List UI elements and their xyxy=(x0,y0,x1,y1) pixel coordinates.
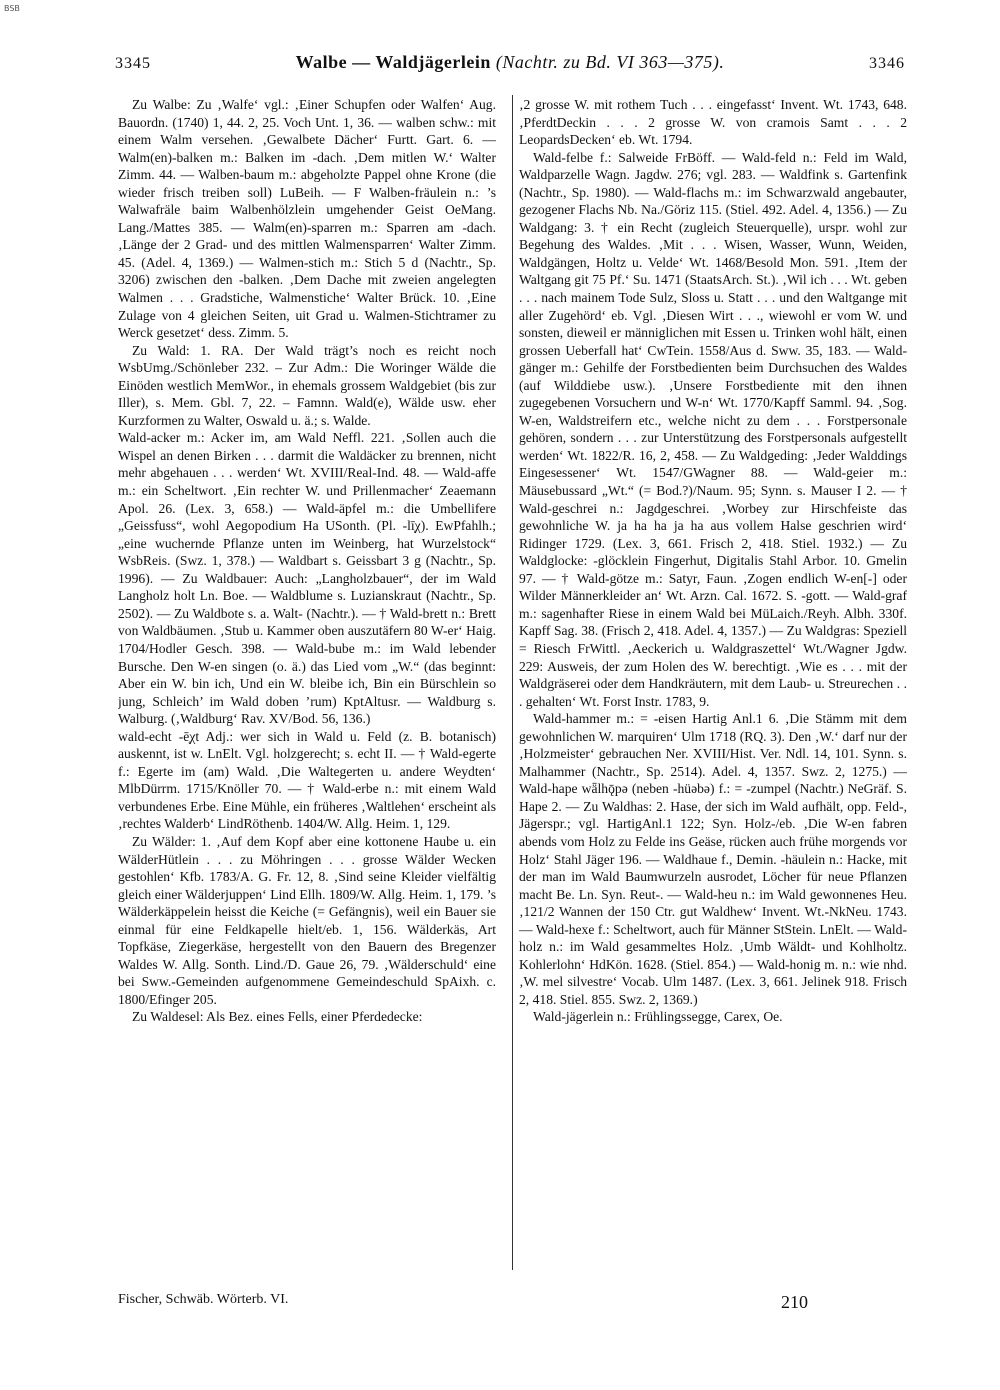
entry-paragraph: Zu Walbe: Zu ‚Walfe‘ vgl.: ‚Einer Schupfen oder Walfen‘ Aug. Bauordn. (1740) 1, 44. 2, 25. Voch Unt. 1, 36. — walben schw.: mit einem Walm versehen. ‚Gewalbete Dächer‘ Furtt. Gart. 6. — Walm(en)-balken m.: Balken im -dach. ‚Dem mitlen W.‘ Walter Zimm. 44. — Walben-baum m.: abgeholzte Pappel ohne Krone (die wieder frisch treiben soll) LuBeih. — F Walben-fräulein n.: ’s Walwafräle baim Walbenhölzlein umgehender Geist OeMang. Lang./Mattes 385. — Walm(en)-sparren m.: Sparren am -dach. ‚Länge der 2 Grad- und des mittlen Walmensparren‘ Walter Zimm. 45. (Adel. 4, 1369.) — Walmen-stich m.: Stich 5 d (Nachtr., Sp. 3206) zwischen den -balken. ‚Dem Dache mit zweien angelegten Walmen . . . Gradstiche, Walmenstiche‘ Walter Brück. 10. ‚Eine Zulage von 4 gleichen Seiten, uit Grad u. Walmen-Stichtramer zu Werck gesetzet‘ dess. Zimm. 5. xyxy=(118,97,496,341)
left-column xyxy=(118,96,496,1271)
entry-paragraph: Zu Waldesel: Als Bez. eines Fells, einer Pferdedecke: xyxy=(132,1009,423,1025)
page-footer xyxy=(118,1292,808,1313)
page-title xyxy=(296,52,725,73)
entry-paragraph: Zu Wälder: 1. ‚Auf dem Kopf aber eine kottonene Haube u. ein WälderHütlein . . . zu Möhringen . . . grosse Wälder Wecken gestohlen‘ Kfb. 1783/A. G. Fr. 12, 8. ‚Sind seine Kleider vielfältig gleich einer Wälderjuppen‘ Lind Ellh. 1809/W. Allg. Heim. 1, 179. ’s Wälderkäppelein heisst die Keiche (= Gefängnis), weil ein Bauer sie einmal für eine Feldkapelle hielt/eb. 1, 156. Wälderkäs, Art Topfkäse, Ziegerkäse, hergestellt von den Bauern des Bregenzer Waldes W. Allg. Sonth. Lind./D. Gaue 26, 79. ‚Wälderschuld‘ eine bei Sww.-Gemeinden aufgenommene Gemeindeschuld SpAixh. c. 1800/Efinger 205. xyxy=(118,833,496,1007)
library-stamp: BSB xyxy=(4,4,20,13)
right-column xyxy=(519,96,907,1271)
entry-paragraph: Wald-felbe f.: Salweide FrBöff. — Wald-feld n.: Feld im Wald, Waldparzelle Wagn. Jagdw. 276; vgl. 283. — Waldfink s. Gartenfink (Nachtr., Sp. 1980). — Wald-flachs m.: im Schwarzwald angebauter, gezogener Flachs Nb. Na./Göriz 115. (Stiel. 492. Adel. 4, 1356.) — Zu Waldgang: 3. † ein Recht (zugleich Steuerquelle), urspr. wohl zur Begehung des Waldes. ‚Mit . . . Wisen, Wasser, Wunn, Weiden, Waldgängen, Holtz u. Velde‘ Wt. 1468/Besold Mon. 591. ‚Item der Waltgang git 75 Pf.‘ Su. 1471 (StaatsArch. St.). ‚Wil ich . . . Wt. geben . . . nach mainem Tode Sulz, Sloss u. Statt . . . und den Waltgange mit aller Zugehörd‘ eb. Vgl. ‚Diesen Wirt . . ., wiewohl er vom W. und sonsten, dieweil er männiglichen mit Essen u. Trinken wohl hält, einen grossen Ueberfall hat‘ CwTein. 1558/Aus d. Sww. 35, 183. — Wald-gänger m.: Gehilfe der Forstbedienten beim Durchsuchen des Waldes (auf Wilddiebe usw.). ‚Unsere Forstbediente mit den ihnen zugegebenen Vorsuchern und W-n‘ Wt. 1770/Kapff Samml. 94. ‚Sog. W-en, Waldstreifern etc., welche nicht zu dem . . . Forstpersonale gehören, sondern . . . zur Unterstützung des Forstpersonals aufgestellt werden‘ Wt. 1822/R. 16, 2, 458. — Zu Waldgeding: ‚Jeder Walddings Eingesessener‘ Wt. 1547/GWagner 88. — Wald-geier m.: Mäusebussard „Wt.“ (= Bod.?)/Naum. 95; Synn. s. Mauser I 2. — † Wald-geschrei n.: Jagdgeschrei. ‚Worbey zur Hirschfeiste das gewohnliche W. ja ha ha ja ha aus vollem Halse geschrien wird‘ Ridinger 1729. (Lex. 3, 661. Frisch 2, 418. Stiel. 1932.) — Zu Waldglocke: -glöcklein Fingerhut, Digitalis Stahl Arbor. 10. Gmelin 97. — † Wald-götze m.: Satyr, Faun. ‚Zogen endlich W-en[-] oder Wilder Männerkleider an‘ Wt. Arzn. Cal. 1672. S. -gott. — Wald-graf m.: sagenhafter Riese in einem Wald bei MüLaich./Reyh. Albh. 330f. Kapff Sag. 38. (Frisch 2, 418. Adel. 4, 1357.) — Zu Waldgras: Speziell = Riesch FrWittl. ‚Aeckerich u. Waldgraszettel‘ Wt./Wagner Jgdw. 229: Ausweis, der zum Holen des W. berechtigt. ‚Wie es . . . mit der Waldgräserei oder dem Handkräutern, mit dem Laub- u. Streurechen . . . gehalten‘ Wt. Forst Instr. 1783, 9. xyxy=(519,149,907,709)
footer-sheet-number: 210 xyxy=(781,1292,808,1312)
entry-paragraph: Wald-jägerlein n.: Frühlingssegge, Carex, Oe. xyxy=(533,1009,783,1025)
footer-source: Fischer, Schwäb. Wörterb. VI. xyxy=(118,1292,289,1307)
title-main: Walbe — Waldjägerlein xyxy=(295,52,491,72)
page-number-right: 3346 xyxy=(869,55,905,72)
entry-paragraph: ‚2 grosse W. mit rothem Tuch . . . eingefasst‘ Invent. Wt. 1743, 648. ‚PferdtDeckin . . . 2 grosse W. von cramois Samt . . . 2 LeopardsDecken‘ eb. Wt. 1794. xyxy=(519,97,907,148)
entry-paragraph: Wald-hammer m.: = -eisen Hartig Anl.1 6. ‚Die Stämm mit dem gewohnlichen W. marquiren‘ Ulm 1718 (RQ. 3). Den ‚W.‘ darf nur der ‚Holzmeister‘ gebrauchen Ner. XVIII/Hist. Ver. Ndl. 14, 101. Synn. s. Malhammer (Nachtr., Sp. 2514). Adel. 4, 1357. Swz. 2, 1275.) — Wald-hape wǟlhǭpə (neben -hüəbə) f.: = -zumpel (Nachtr.) NeGräf. S. Hape 2. — Zu Waldhas: 2. Hase, der sich im Wald aufhält, opp. Feld-, Jägerspr.; vgl. HartigAnl.1 122; Syn. Holz-/eb. ‚Die W-en fabren abends vom Holz zu Felde ins Geäse, rücken auch frühe morgends vor Holz‘ Stahl Jäger 196. — Waldhaue f., Demin. -häulein n.: Hacke, mit der man im Wald Baumwurzeln ausrodet, Löcher für neue Pflanzen macht Be. Ln. Syn. Reut-. — Wald-heu n.: im Wald gewonnenes Heu. ‚121/2 Wannen der 150 Ctr. gut Waldhew‘ Invent. Wt.-NkNeu. 1743. — Wald-hexe f.: Scheltwort, auch für Männer StStein. LnElt. — Wald-holz n.: im Wald gesammeltes Holz. ‚Umb Wäldt- und Kohlholtz. Kohlerlohn‘ HdKön. 1628. (Stiel. 854.) — Wald-honig m. n.: wie nhd. ‚W. mel silvestre‘ Vocab. Ulm 1487. (Lex. 3, 661. Jelinek 918. Frisch 2, 418. Stiel. 855. Swz. 2, 1369.) xyxy=(519,711,907,1007)
page-header xyxy=(115,52,905,76)
entry-paragraph: wald-echt -ē̜χt Adj.: wer sich in Wald u. Feld (z. B. botanisch) auskennt, ist w. LnElt. Vgl. holzgerecht; s. echt II. — † Wald-egerte f.: Egerte im (am) Wald. ‚Die Waltegerten u. andere Weydten‘ MlbDürrm. 1715/Knöller 70. — † Wald-erbe n.: mit einem Wald verbundenes Erbe. Eine Mühle, ein früheres ‚Waltlehen‘ erscheint als ‚rechtes Walderb‘ LindRöthenb. 1404/W. Allg. Heim. 1, 129. xyxy=(118,728,496,832)
title-note: (Nachtr. zu Bd. VI 363—375). xyxy=(495,52,725,72)
entry-paragraph: Zu Wald: 1. RA. Der Wald trägt’s noch es reicht noch WsbUmg./Schönleber 232. – Zur Adm.: Die Woringer Wälde die Einöden westlich MemWor., in ehemals grossem Waldgebiet (bis zur Iller), s. Mem. Gbl. 7, 22. – Famnn. Wald(e), Wälde usw. eher Kurzformen zu Walter, Oswald u. ä.; s. Walde. xyxy=(118,342,496,428)
entry-paragraph: Wald-acker m.: Acker im, am Wald Neffl. 221. ‚Sollen auch die Wispel an denen Birken . . . darmit die Waldäcker zu brennen, nicht mehr abgehauen . . . werden‘ Wt. XVIII/Real-Ind. 48. — Wald-affe m.: ein Scheltwort. ‚Ein rechter W. und Prillenmacher‘ Zeaemann Apol. 26. (Lex. 3, 658.) — Wald-äpfel m.: die Umbellifere „Geissfuss“, wohl Aegopodium Ha USonth. (Pl. -lī̜χ). EwPfahlh.; „eine wuchernde Pflanze unten im Weinberg, hat Wurzelstock“ WsbReis. (Swz. 1, 378.) — Waldbart s. Geissbart 3 g (Nachtr., Sp. 1996). — Zu Waldbauer: Auch: „Langholzbauer“, der im Wald Langholz holt Ln. Boe. — Waldblume s. Luzianskraut (Nachtr., Sp. 2502). — Zu Waldbote s. a. Walt- (Nachtr.). — † Wald-brett n.: Brett von Waldbäumen. ‚Stub u. Kammer oben auszutäfern 80 W-er‘ Haig. 1704/Hodler Gesch. 398. — Wald-bube m.: im Wald lebender Bursche. Den W-en singen (o. ä.) das Lied vom „W.“ (das beginnt: Aber ein W. bin ich, Und ein W. bleibe ich, Bin ein Bürschlein so jung, Schleich’ im Wald doben ’rum) KptAltusr. — Waldburg s. Walburg. (‚Waldburg‘ Rav. XV/Bod. 56, 136.) xyxy=(118,430,496,727)
column-divider xyxy=(512,95,513,1270)
page-number-left: 3345 xyxy=(115,55,151,72)
